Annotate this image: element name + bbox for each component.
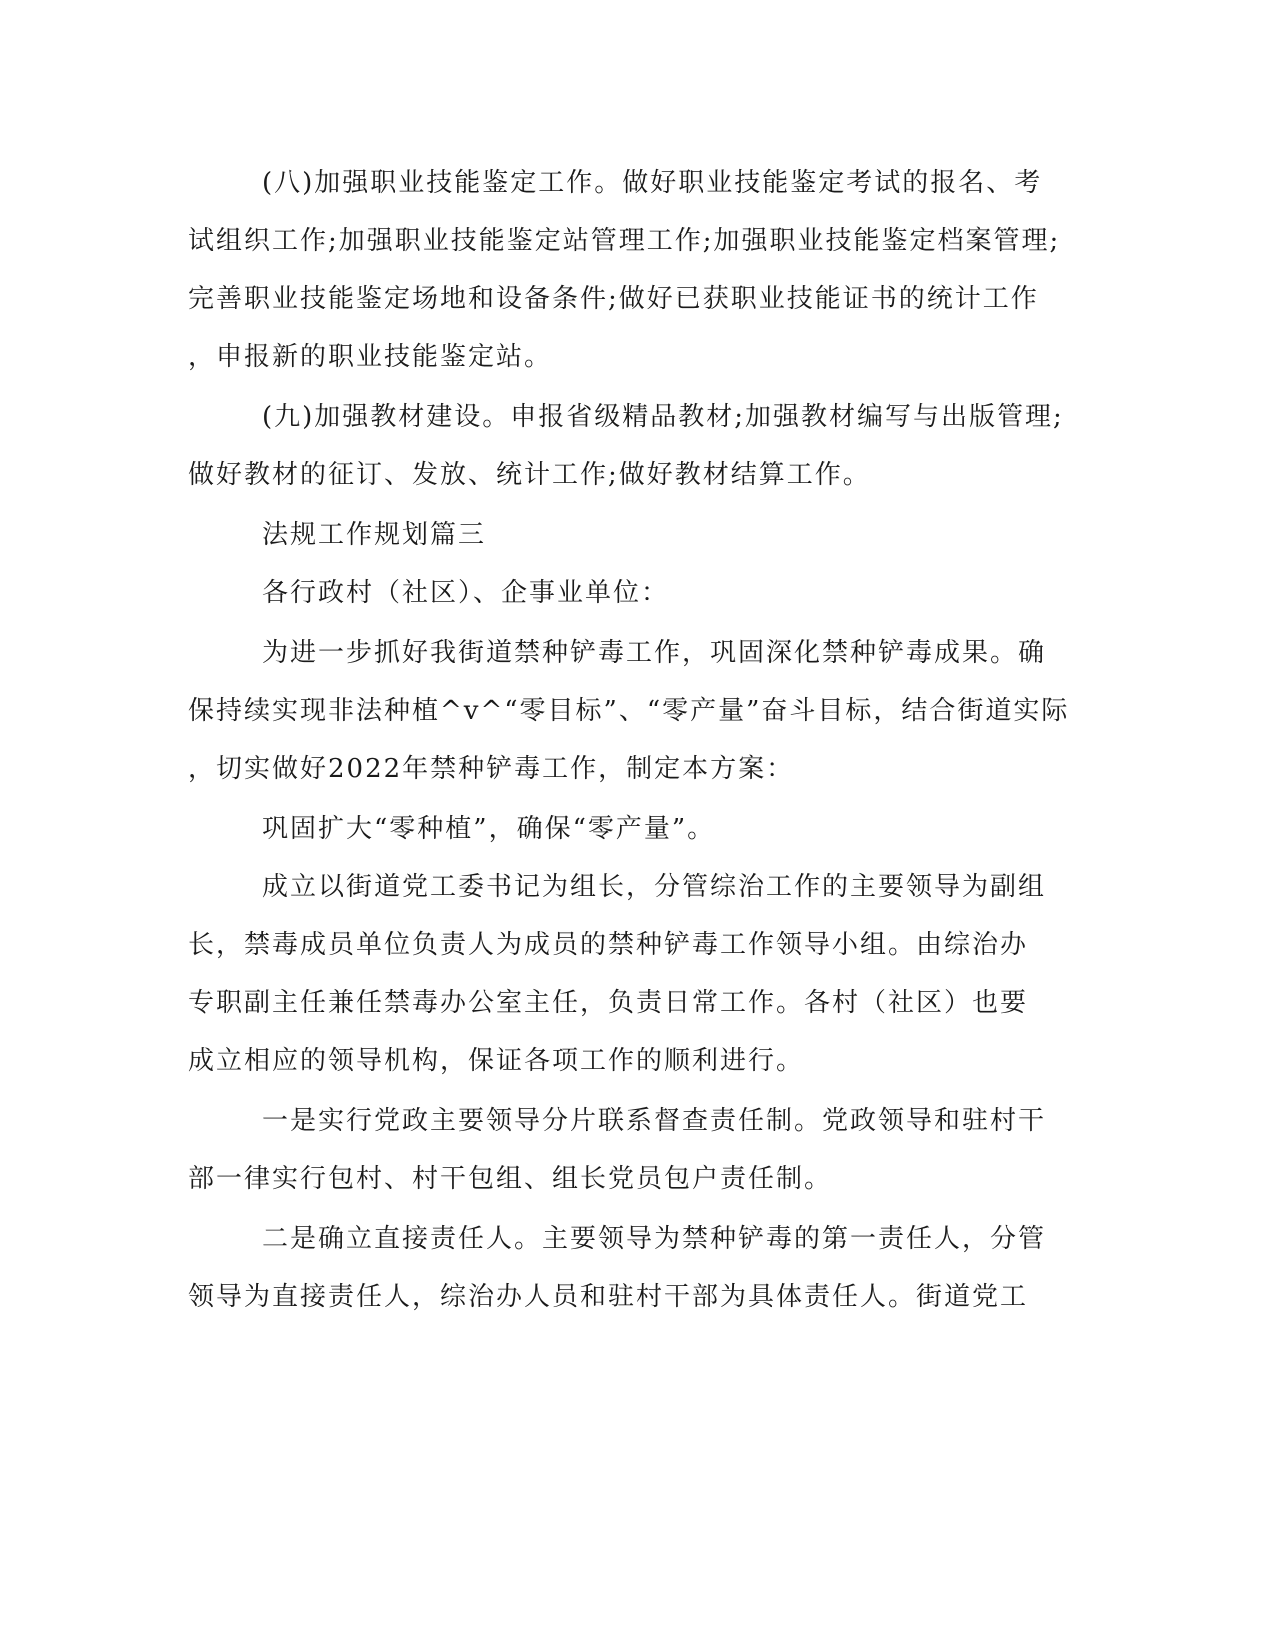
text-line: 为进一步抓好我街道禁种铲毒工作，巩固深化禁种铲毒成果。确 <box>262 638 1047 668</box>
text-line: 二是确立直接责任人。主要领导为禁种铲毒的第一责任人，分管 <box>262 1224 1047 1254</box>
text-line: 试组织工作;加强职业技能鉴定站管理工作;加强职业技能鉴定档案管理; <box>188 226 1061 256</box>
text-line: 完善职业技能鉴定场地和设备条件;做好已获职业技能证书的统计工作 <box>188 284 1039 314</box>
text-line: 做好教材的征订、发放、统计工作;做好教材结算工作。 <box>188 460 871 490</box>
text-line: 成立以街道党工委书记为组长，分管综治工作的主要领导为副组 <box>262 872 1047 902</box>
text-line: 成立相应的领导机构，保证各项工作的顺利进行。 <box>188 1046 805 1076</box>
text-line: 各行政村（社区）、企事业单位： <box>262 578 670 608</box>
text-line: 部一律实行包村、村干包组、组长党员包户责任制。 <box>188 1164 833 1194</box>
text-line: 一是实行党政主要领导分片联系督查责任制。党政领导和驻村干 <box>262 1106 1047 1136</box>
text-line: 长，禁毒成员单位负责人为成员的禁种铲毒工作领导小组。由综治办 <box>188 930 1029 960</box>
text-line: ，切实做好2022年禁种铲毒工作，制定本方案： <box>188 754 795 784</box>
text-line: ，申报新的职业技能鉴定站。 <box>188 342 553 372</box>
text-line: (九)加强教材建设。申报省级精品教材;加强教材编写与出版管理; <box>262 402 1064 432</box>
text-line: 领导为直接责任人，综治办人员和驻村干部为具体责任人。街道党工 <box>188 1282 1029 1312</box>
section-heading: 法规工作规划篇三 <box>262 520 487 550</box>
text-line: 保持续实现非法种植^v^“零目标”、“零产量”奋斗目标，结合街道实际 <box>188 696 1070 726</box>
text-line: 巩固扩大“零种植”，确保“零产量”。 <box>262 814 716 844</box>
text-line: 专职副主任兼任禁毒办公室主任，负责日常工作。各村（社区）也要 <box>188 988 1029 1018</box>
text-line: (八)加强职业技能鉴定工作。做好职业技能鉴定考试的报名、考 <box>262 168 1043 198</box>
